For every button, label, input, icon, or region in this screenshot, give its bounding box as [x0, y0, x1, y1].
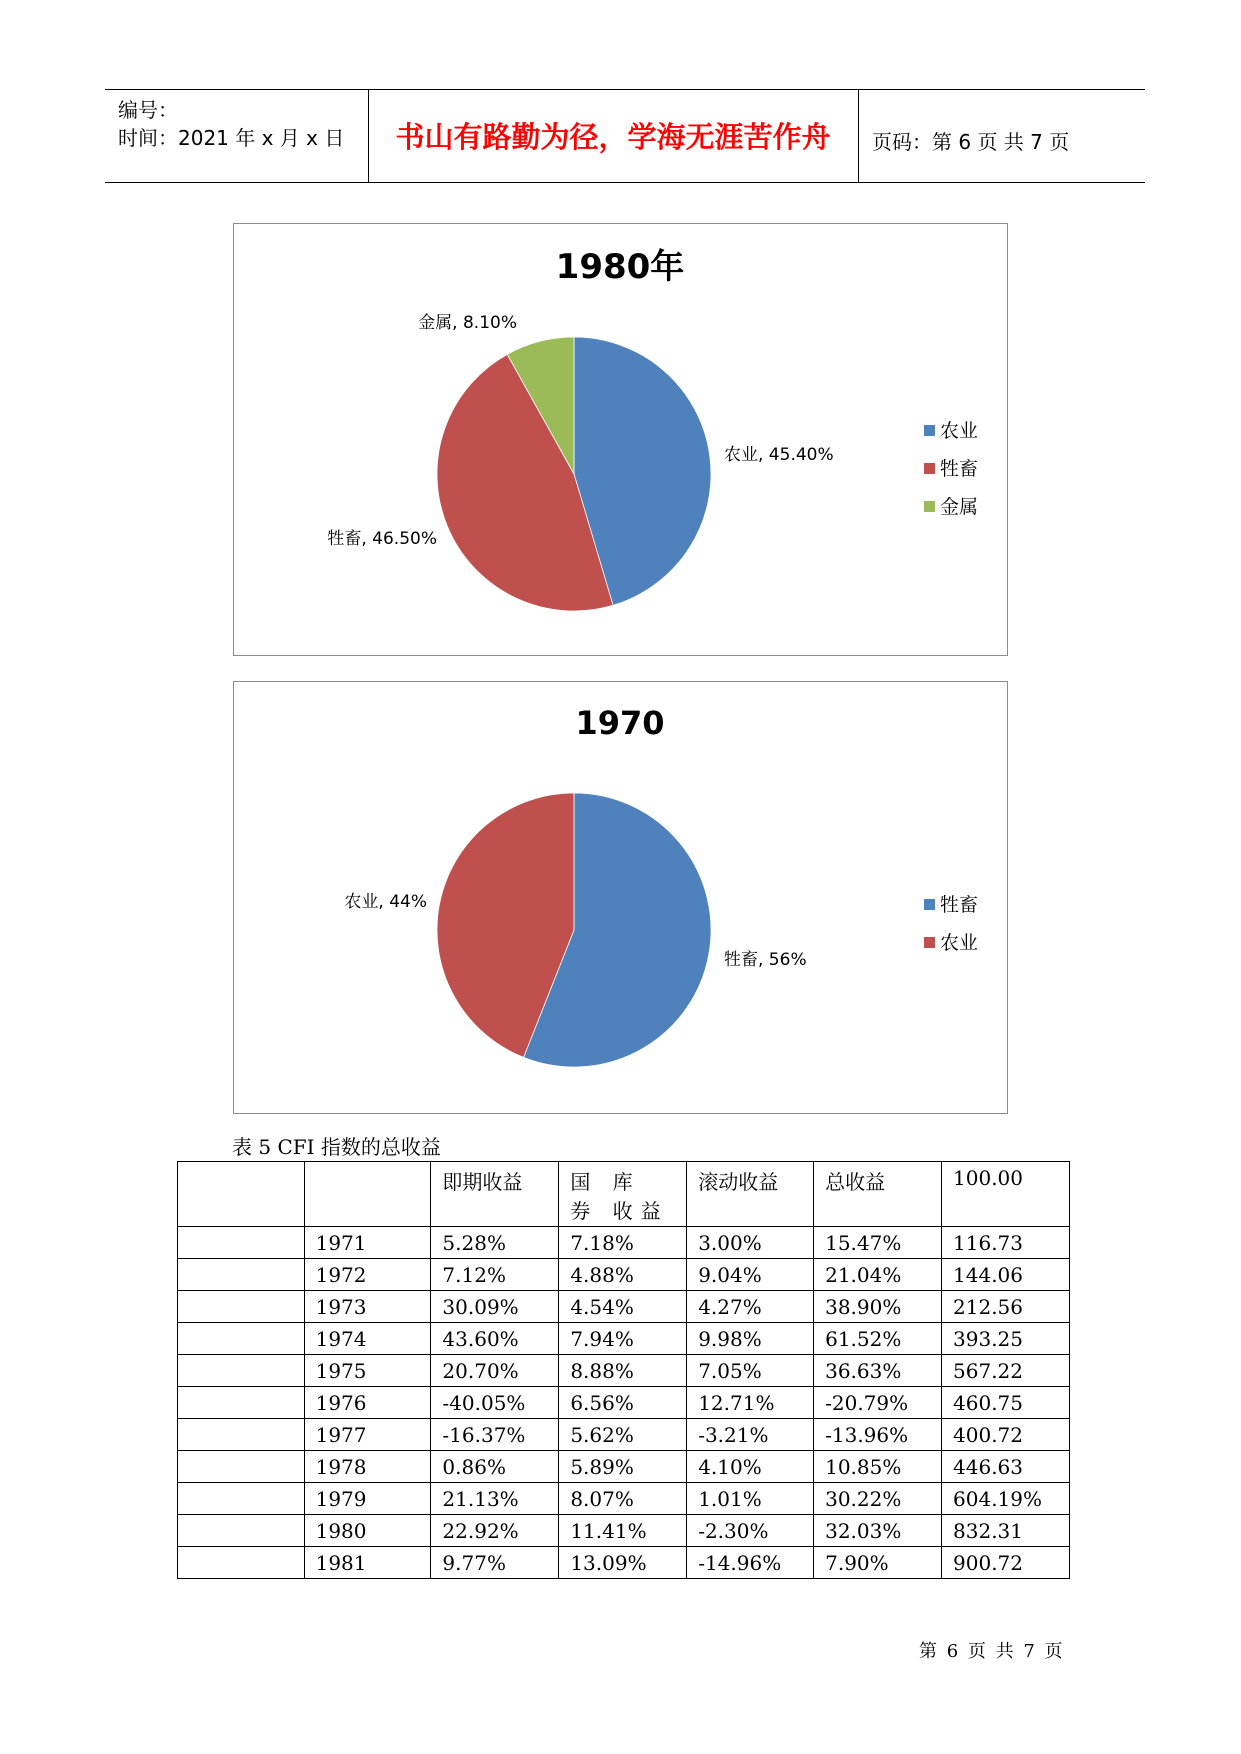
- legend-swatch-1: [924, 899, 935, 910]
- table-cell: 5.89%: [559, 1451, 687, 1483]
- table-cell: 1977: [304, 1419, 431, 1451]
- table-cell: 13.09%: [559, 1547, 687, 1579]
- table-caption: 表 5 CFI 指数的总收益: [232, 1135, 441, 1159]
- slice-label-1: 农业, 45.40%: [724, 445, 834, 465]
- table-cell: 4.54%: [559, 1291, 687, 1323]
- table-header-cell: 总收益: [814, 1162, 942, 1227]
- table-row: [178, 1451, 1070, 1483]
- table-cell: 30.09%: [431, 1291, 559, 1323]
- table-header-cell: 即期收益: [431, 1162, 559, 1227]
- table-cell: 12.71%: [687, 1387, 814, 1419]
- pie-chart-1970-svg: [234, 682, 1007, 1113]
- table-cell: 0.86%: [431, 1451, 559, 1483]
- table-cell: 1971: [304, 1227, 431, 1259]
- chart-title: 1970: [575, 704, 665, 742]
- legend-swatch-3: [924, 501, 935, 512]
- table-row: [178, 1515, 1070, 1547]
- header-divider-left: [368, 89, 369, 183]
- serial-label: 编号：: [118, 98, 178, 122]
- table-cell: -40.05%: [431, 1387, 559, 1419]
- legend-swatch-2: [924, 937, 935, 948]
- table-cell: 1981: [304, 1547, 431, 1579]
- table-row: [178, 1483, 1070, 1515]
- table-cell: 5.28%: [431, 1227, 559, 1259]
- table-cell: 1972: [304, 1259, 431, 1291]
- table-cell: 1980: [304, 1515, 431, 1547]
- chart-legend: [924, 894, 978, 954]
- table-cell: 36.63%: [814, 1355, 942, 1387]
- table-cell: 832.31: [942, 1515, 1070, 1547]
- table-cell: 15.47%: [814, 1227, 942, 1259]
- table-cell: [178, 1419, 305, 1451]
- table-cell: [178, 1355, 305, 1387]
- table-cell: 393.25: [942, 1323, 1070, 1355]
- header-top-rule: [105, 89, 1145, 90]
- table-row: [178, 1227, 1070, 1259]
- table-header-row: [178, 1162, 1070, 1227]
- table-header-cell: [178, 1162, 305, 1227]
- table-row: [178, 1323, 1070, 1355]
- table-cell: 20.70%: [431, 1355, 559, 1387]
- table-cell: 4.27%: [687, 1291, 814, 1323]
- table-cell: 7.05%: [687, 1355, 814, 1387]
- table-row: [178, 1547, 1070, 1579]
- table-cell: 7.18%: [559, 1227, 687, 1259]
- table-cell: [178, 1547, 305, 1579]
- slice-label-3: 金属, 8.10%: [418, 313, 517, 333]
- table-cell: 1973: [304, 1291, 431, 1323]
- table-cell: 460.75: [942, 1387, 1070, 1419]
- table-cell: 400.72: [942, 1419, 1070, 1451]
- time-label: 时间：2021 年 x 月 x 日: [118, 126, 345, 150]
- table-cell: 11.41%: [559, 1515, 687, 1547]
- table-cell: 21.13%: [431, 1483, 559, 1515]
- table-cell: 22.92%: [431, 1515, 559, 1547]
- table-cell: -3.21%: [687, 1419, 814, 1451]
- table-cell: 446.63: [942, 1451, 1070, 1483]
- table-cell: 61.52%: [814, 1323, 942, 1355]
- slice-label-2: 牲畜, 46.50%: [327, 529, 437, 549]
- table-header-cell: 100.00: [942, 1162, 1070, 1227]
- table-cell: 43.60%: [431, 1323, 559, 1355]
- table-cell: [178, 1323, 305, 1355]
- table-cell: 7.12%: [431, 1259, 559, 1291]
- slice-label-2: 农业, 44%: [344, 892, 427, 912]
- table-cell: 21.04%: [814, 1259, 942, 1291]
- chart-legend: [924, 420, 978, 518]
- legend-swatch-2: [924, 463, 935, 474]
- legend-swatch-1: [924, 425, 935, 436]
- legend-label-2: 农业: [940, 932, 979, 954]
- page-footer: 第 6 页 共 7 页: [919, 1641, 1065, 1662]
- table-cell: 1979: [304, 1483, 431, 1515]
- table-row: [178, 1355, 1070, 1387]
- legend-label-1: 牲畜: [940, 894, 979, 916]
- table-cell: 4.88%: [559, 1259, 687, 1291]
- table-header-cell: [304, 1162, 431, 1227]
- table-cell: 8.07%: [559, 1483, 687, 1515]
- table-cell: -20.79%: [814, 1387, 942, 1419]
- pie-chart-1980-svg: [234, 224, 1007, 655]
- legend-label-2: 牲畜: [940, 458, 979, 480]
- header-bottom-rule: [105, 182, 1145, 183]
- table-row: [178, 1387, 1070, 1419]
- table-cell: [178, 1515, 305, 1547]
- table-cell: 4.10%: [687, 1451, 814, 1483]
- slice-label-1: 牲畜, 56%: [724, 950, 807, 970]
- chart-title: 1980年: [555, 247, 685, 287]
- table-cell: -13.96%: [814, 1419, 942, 1451]
- page-label: 页码：第 6 页 共 7 页: [872, 130, 1070, 154]
- table-cell: 1.01%: [687, 1483, 814, 1515]
- table-cell: 144.06: [942, 1259, 1070, 1291]
- table-cell: 212.56: [942, 1291, 1070, 1323]
- table-cell: 10.85%: [814, 1451, 942, 1483]
- pie-slices: [437, 337, 711, 611]
- table-header-cell: 滚动收益: [687, 1162, 814, 1227]
- table-cell: [178, 1451, 305, 1483]
- legend-label-1: 农业: [940, 420, 979, 442]
- table-cell: 9.98%: [687, 1323, 814, 1355]
- table-cell: [178, 1259, 305, 1291]
- table-cell: [178, 1387, 305, 1419]
- header-divider-right: [858, 89, 859, 183]
- table-cell: 7.94%: [559, 1323, 687, 1355]
- table-cell: 6.56%: [559, 1387, 687, 1419]
- table-cell: 9.77%: [431, 1547, 559, 1579]
- table-cell: [178, 1227, 305, 1259]
- table-cell: 30.22%: [814, 1483, 942, 1515]
- table-row: [178, 1419, 1070, 1451]
- table-cell: 567.22: [942, 1355, 1070, 1387]
- cfi-returns-table: [177, 1161, 1070, 1579]
- table-cell: -16.37%: [431, 1419, 559, 1451]
- pie-chart-1980: [233, 223, 1008, 656]
- table-cell: 1974: [304, 1323, 431, 1355]
- table-cell: -2.30%: [687, 1515, 814, 1547]
- table-cell: 9.04%: [687, 1259, 814, 1291]
- header-motto: 书山有路勤为径，学海无涯苦作舟: [395, 120, 831, 154]
- pie-chart-1970: [233, 681, 1008, 1114]
- table-cell: 32.03%: [814, 1515, 942, 1547]
- table-cell: 116.73: [942, 1227, 1070, 1259]
- table-cell: 5.62%: [559, 1419, 687, 1451]
- table-cell: 1978: [304, 1451, 431, 1483]
- table-row: [178, 1259, 1070, 1291]
- table-cell: 1976: [304, 1387, 431, 1419]
- table-cell: 7.90%: [814, 1547, 942, 1579]
- table-cell: 3.00%: [687, 1227, 814, 1259]
- table-cell: 900.72: [942, 1547, 1070, 1579]
- table-header-cell: 国 库 券 收益: [559, 1162, 687, 1227]
- table-row: [178, 1291, 1070, 1323]
- table-cell: 38.90%: [814, 1291, 942, 1323]
- table-cell: -14.96%: [687, 1547, 814, 1579]
- pie-slices: [437, 793, 711, 1067]
- table-cell: 1975: [304, 1355, 431, 1387]
- table-cell: [178, 1291, 305, 1323]
- table-cell: [178, 1483, 305, 1515]
- table-cell: 604.19%: [942, 1483, 1070, 1515]
- legend-label-3: 金属: [940, 496, 979, 518]
- table-cell: 8.88%: [559, 1355, 687, 1387]
